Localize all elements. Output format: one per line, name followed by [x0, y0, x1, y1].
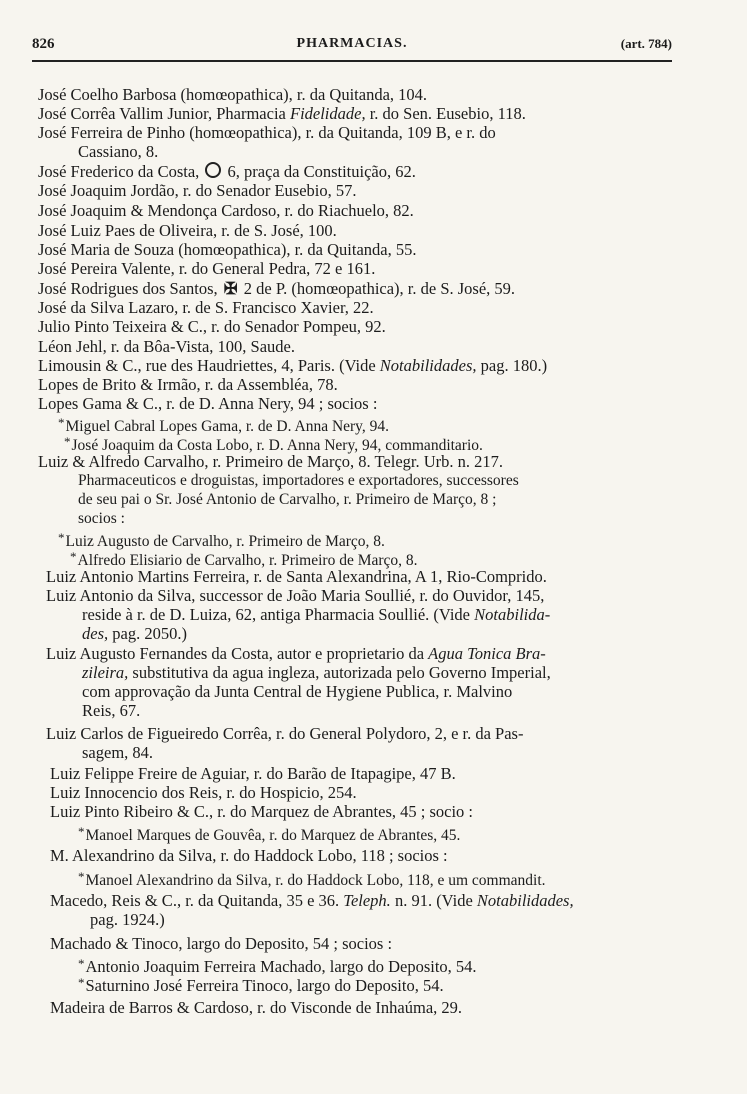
article-reference: (art. 784) [620, 36, 672, 51]
entry-continuation: Reis, 67. [82, 701, 141, 720]
entry: Luiz Pinto Ribeiro & C., r. do Marquez de Abrantes, 45 ; socio : [50, 802, 473, 821]
entry-partner: *Saturnino José Ferreira Tinoco, largo do Deposito, 54. [78, 975, 444, 995]
entry-partner: *Manoel Alexandrino da Silva, r. do Haddock Lobo, 118, e um commandit. [78, 869, 546, 889]
entry: Julio Pinto Teixeira & C., r. do Senador Pompeu, 92. [38, 317, 386, 336]
entry-partner: *Miguel Cabral Lopes Gama, r. de D. Anna Nery, 94. [58, 415, 390, 435]
entry-partner: *José Joaquim da Costa Lobo, r. D. Anna Nery, 94, commanditario. [64, 434, 483, 454]
entry: Madeira de Barros & Cardoso, r. do Visconde de Inhaúma, 29. [50, 998, 463, 1017]
entry: Luiz Felippe Freire de Aguiar, r. do Barão de Itapagipe, 47 B. [50, 764, 456, 783]
entry: José Frederico da Costa, 6, praça da Constituição, 62. [38, 162, 416, 181]
entry: Luiz Augusto Fernandes da Costa, autor e proprietario da Agua Tonica Bra- [46, 644, 546, 663]
entry-continuation: de seu pai o Sr. José Antonio de Carvalho, r. Primeiro de Março, 8 ; [78, 491, 497, 508]
entry: José Luiz Paes de Oliveira, r. de S. José, 100. [38, 221, 337, 240]
entry: José Joaquim Jordão, r. do Senador Eusebio, 57. [38, 181, 357, 200]
page-title: PHARMACIAS. [296, 36, 408, 51]
entry: Lopes de Brito & Irmão, r. da Assembléa, 78. [38, 375, 338, 394]
entry: José Ferreira de Pinho (homœopathica), r. da Quitanda, 109 B, e r. do [38, 123, 496, 142]
entry: Machado & Tinoco, largo do Deposito, 54 ; socios : [50, 934, 393, 953]
entry: Luiz Innocencio dos Reis, r. do Hospicio, 254. [50, 783, 357, 802]
entry: Léon Jehl, r. da Bôa-Vista, 100, Saude. [38, 337, 295, 356]
entry: José da Silva Lazaro, r. de S. Francisco Xavier, 22. [38, 298, 374, 317]
entry-continuation: Pharmaceuticos e droguistas, importadores e exportadores, successores [78, 472, 519, 489]
entry-continuation: socios : [78, 510, 125, 527]
entry: Luiz Antonio da Silva, successor de João Maria Soullié, r. do Ouvidor, 145, [46, 586, 545, 605]
entry: José Maria de Souza (homœopathica), r. da Quitanda, 55. [38, 240, 417, 259]
entry: Luiz Carlos de Figueiredo Corrêa, r. do General Polydoro, 2, e r. da Pas- [46, 724, 524, 743]
entry: José Rodrigues dos Santos, ✠ 2 de P. (homœopathica), r. de S. José, 59. [38, 279, 516, 298]
entry-continuation: com approvação da Junta Central de Hygiene Publica, r. Malvino [82, 682, 513, 701]
entry: Macedo, Reis & C., r. da Quitanda, 35 e 36. Teleph. n. 91. (Vide Notabilidades, [50, 891, 574, 910]
entry: Limousin & C., rue des Haudriettes, 4, Paris. (Vide Notabilidades, pag. 180.) [38, 356, 548, 375]
entry: José Pereira Valente, r. do General Pedra, 72 e 161. [38, 259, 376, 278]
entry: Luiz & Alfredo Carvalho, r. Primeiro de Março, 8. Telegr. Urb. n. 217. [38, 452, 504, 471]
entry-partner: *Alfredo Elisiario de Carvalho, r. Primeiro de Março, 8. [70, 549, 418, 569]
page-header [32, 36, 672, 58]
entry: José Coelho Barbosa (homœopathica), r. da Quitanda, 104. [38, 85, 428, 104]
entry-partner: *Manoel Marques de Gouvêa, r. do Marquez de Abrantes, 45. [78, 824, 461, 844]
entry-partner: *Luiz Augusto de Carvalho, r. Primeiro de Março, 8. [58, 530, 385, 550]
entry: M. Alexandrino da Silva, r. do Haddock Lobo, 118 ; socios : [50, 846, 448, 865]
header-rule [32, 60, 672, 62]
entry-continuation: zileira, substitutiva da agua ingleza, autorizada pelo Governo Imperial, [82, 663, 551, 682]
entry-continuation: pag. 1924.) [90, 910, 165, 929]
entry: Luiz Antonio Martins Ferreira, r. de Santa Alexandrina, A 1, Rio-Comprido. [46, 567, 547, 586]
entry: Lopes Gama & C., r. de D. Anna Nery, 94 ; socios : [38, 394, 378, 413]
cross-icon: ✠ [223, 279, 238, 298]
entry-continuation: reside à r. de D. Luiza, 62, antiga Pharmacia Soullié. (Vide Notabilida- [82, 605, 551, 624]
entry: José Corrêa Vallim Junior, Pharmacia Fidelidade, r. do Sen. Eusebio, 118. [38, 104, 526, 123]
pharmacy-seal-icon [205, 162, 221, 178]
entry: José Joaquim & Mendonça Cardoso, r. do Riachuelo, 82. [38, 201, 414, 220]
entry-continuation: sagem, 84. [82, 743, 154, 762]
page-number: 826 [32, 36, 55, 52]
entry-partner: *Antonio Joaquim Ferreira Machado, largo do Deposito, 54. [78, 956, 477, 976]
entry-continuation: des, pag. 2050.) [82, 624, 187, 643]
entry-continuation: Cassiano, 8. [78, 142, 159, 161]
